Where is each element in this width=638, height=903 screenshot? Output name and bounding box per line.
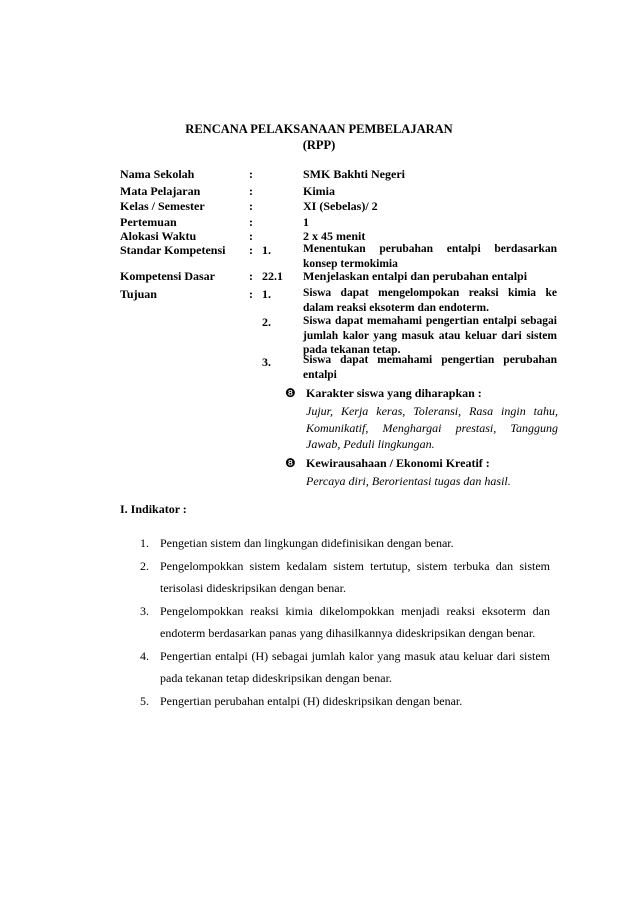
- colon: :: [249, 269, 253, 283]
- colon: :: [249, 184, 253, 198]
- value-pertemuan: 1: [303, 215, 309, 229]
- list-item-number: 5.: [140, 693, 149, 708]
- document-subtitle: (RPP): [302, 138, 336, 152]
- tujuan-text-1: Siswa dapat mengelompokan reaksi kimia ke dalam reaksi eksoterm dan endoterm.: [303, 287, 557, 314]
- label-nama-sekolah: Nama Sekolah: [120, 167, 195, 181]
- list-item: [140, 600, 550, 645]
- tujuan-number-2: 2.: [262, 315, 271, 329]
- document-title: RENCANA PELAKSANAAN PEMBELAJARAN: [185, 122, 453, 136]
- colon: :: [249, 287, 253, 301]
- value-nama-sekolah: SMK Bakhti Negeri: [303, 167, 405, 181]
- value-kompetensi-dasar: Menjelaskan entalpi dan perubahan entalpi: [303, 269, 528, 283]
- value-alokasi-waktu: 2 x 45 menit: [303, 229, 366, 243]
- colon: :: [249, 167, 253, 181]
- list-item-text: Pengertian perubahan entalpi (H) dideskripsikan dengan benar.: [160, 693, 463, 708]
- karakter-text: Jujur, Kerja keras, Toleransi, Rasa ingin tahu, Komunikatif, Menghargai prestasi, Tanggung Jawab, Peduli lingkungan.: [306, 404, 558, 451]
- colon: :: [249, 243, 253, 257]
- list-item-text: Pengelompokkan reaksi kimia dikelompokkan menjadi reaksi eksoterm dan endoterm berdasarkan panas yang dihasilkannya dideskripsikan dengan benar.: [160, 603, 550, 640]
- label-kompetensi-dasar: Kompetensi Dasar: [120, 269, 215, 283]
- colon: :: [249, 199, 253, 213]
- label-standar-kompetensi: Standar Kompetensi: [120, 243, 226, 257]
- indikator-list: [140, 532, 550, 712]
- colon: :: [249, 215, 253, 229]
- list-item-text: Pengetian sistem dan lingkungan didefinisikan dengan benar.: [160, 536, 454, 550]
- list-item-number: 4.: [140, 648, 149, 663]
- colon: :: [249, 229, 253, 243]
- section-heading-indikator: I. Indikator :: [120, 502, 187, 516]
- tujuan-text-3: Siswa dapat memahami pengertian perubahan entalpi: [303, 354, 557, 381]
- number-standar-kompetensi: 1.: [262, 243, 271, 257]
- label-kelas-semester: Kelas / Semester: [120, 199, 205, 213]
- kewirausahaan-heading: Kewirausahaan / Ekonomi Kreatif :: [306, 456, 490, 470]
- value-kelas-semester: XI (Sebelas)/ 2: [303, 199, 378, 213]
- list-item: [140, 690, 550, 713]
- list-item: [140, 555, 550, 600]
- list-item-number: 3.: [140, 603, 149, 618]
- bullet-icon: ❽: [285, 456, 296, 470]
- tujuan-text-2: Siswa dapat memahami pengertian entalpi sebagai jumlah kalor yang masuk atau keluar dari sistem pada tekanan tetap.: [303, 315, 557, 356]
- kewirausahaan-text: Percaya diri, Berorientasi tugas dan hasil.: [306, 474, 511, 488]
- value-standar-kompetensi: Menentukan perubahan entalpi berdasarkan konsep termokimia: [303, 243, 557, 270]
- value-mata-pelajaran: Kimia: [303, 184, 335, 198]
- label-tujuan: Tujuan: [120, 287, 157, 301]
- karakter-heading: Karakter siswa yang diharapkan :: [306, 386, 482, 400]
- tujuan-number-3: 3.: [262, 355, 271, 369]
- list-item: [140, 532, 550, 555]
- list-item-text: Pengertian entalpi (H) sebagai jumlah kalor yang masuk atau keluar dari sistem pada tekanan tetap dideskripsikan dengan benar.: [160, 648, 550, 685]
- tujuan-number-1: 1.: [262, 287, 271, 301]
- list-item-number: 1.: [140, 536, 149, 550]
- label-pertemuan: Pertemuan: [120, 215, 177, 229]
- label-mata-pelajaran: Mata Pelajaran: [120, 184, 201, 198]
- list-item-text: Pengelompokkan sistem kedalam sistem tertutup, sistem terbuka dan sistem terisolasi dideskripsikan dengan benar.: [160, 558, 550, 595]
- list-item-number: 2.: [140, 558, 149, 573]
- bullet-icon: ❽: [285, 386, 296, 400]
- label-alokasi-waktu: Alokasi Waktu: [120, 229, 197, 243]
- list-item: [140, 645, 550, 690]
- number-kompetensi-dasar: 22.1: [262, 269, 283, 283]
